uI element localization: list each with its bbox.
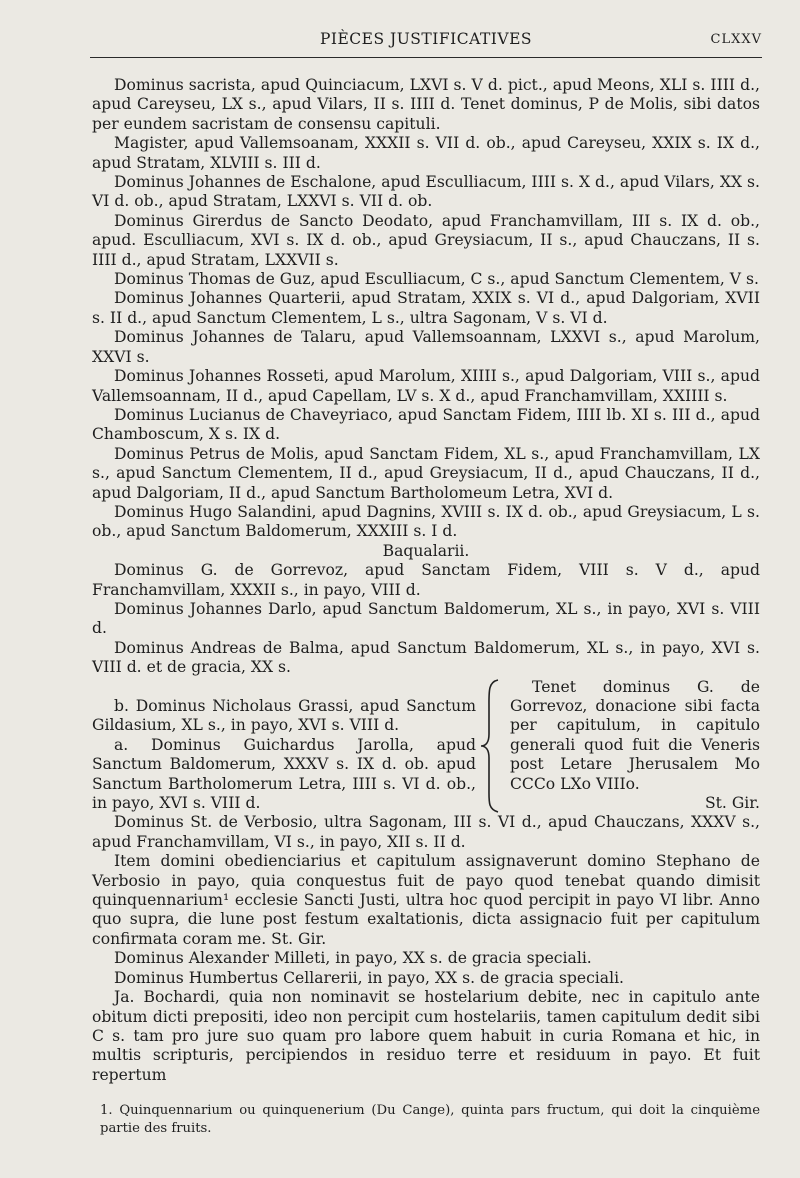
- running-header: [90, 26, 762, 52]
- page-number: CLXXV: [710, 32, 762, 47]
- paragraph: Dominus Andreas de Balma, apud Sanctum Baldomerum, XL s., in payo, XVI s. VIII d. et de gracia, XX s.: [92, 638, 760, 677]
- paragraph: Dominus Johannes de Eschalone, apud Esculliacum, IIII s. X d., apud Vilars, XX s. VI d. ob., apud Stratam, LXXVI s. VII d. ob.: [92, 173, 760, 211]
- paragraph: Dominus sacrista, apud Quinciacum, LXVI s. V d. pict., apud Meons, XLI s. IIII d., apud Careyseu, LX s., apud Vilars, II s. IIII d. Tenet dominus, P de Molis, sibi datos per eundem sacristam de consensu capituli.: [92, 76, 760, 133]
- footnote: 1. Quinquennarium ou quinquenerium (Du Cange), quinta pars fructum, qui doit la cinquième partie des fruits.: [100, 1103, 760, 1136]
- paragraph: Dominus Johannes Darlo, apud Sanctum Baldomerum, XL s., in payo, XVI s. VIII d.: [92, 599, 760, 638]
- paragraph: Dominus Lucianus de Chaveyriaco, apud Sanctam Fidem, IIII lb. XI s. III d., apud Chamboscum, X s. IX d.: [92, 405, 760, 444]
- paragraph: Dominus Girerdus de Sancto Deodato, apud Franchamvillam, III s. IX d. ob., apud. Esculliacum, XVI s. IX d. ob., apud Greysiacum, II s., apud Chauczans, II s. IIII d., apud Stratam, LXXVII s.: [92, 211, 760, 269]
- paragraph: Item domini obedienciarius et capitulum assignaverunt domino Stephano de Verbosio in payo, quia conquestus fuit de payo quod tenebat quando dimisit quinquennarium¹ ecclesie Sancti Justi, ultra hoc quod percipit in payo VI libr. Anno quo supra, die lune post festum exaltationis, dicta assignacio fuit per capitulum confirmata coram me. St. Gir.: [92, 852, 760, 948]
- paragraph: Dominus Thomas de Guz, apud Esculliacum, C s., apud Sanctum Clementem, V s.: [114, 270, 759, 289]
- header-rule: [90, 57, 762, 58]
- bracket-note: Tenet dominus G. de Gorrevoz, donacione sibi facta per capitulum, in capitulo generali quod fuit die Veneris post Letare Jherusalem Mo CCCo LXo VIIIo.: [510, 677, 760, 793]
- paragraph: a. Dominus Guichardus Jarolla, apud Sanctum Baldomerum, XXXV s. IX d. ob. apud Sanctum Bartholomerum Letra, IIII s. VI d. ob., in payo, XVI s. VIII d.: [92, 735, 476, 813]
- main-text: [92, 76, 760, 1085]
- signature: St. Gir.: [704, 794, 760, 813]
- paragraph: b. Dominus Nicholaus Grassi, apud Sanctum Gildasium, XL s., in payo, XVI s. VIII d.: [92, 696, 476, 735]
- paragraph: Dominus Johannes Rosseti, apud Marolum, XIIII s., apud Dalgoriam, VIII s., apud Vallemsoannam, II d., apud Capellam, LV s. X d., apud Franchamvillam, XXIIII s.: [92, 367, 760, 405]
- paragraph: Dominus Petrus de Molis, apud Sanctam Fidem, XL s., apud Franchamvillam, LX s., apud Sanctum Clementem, II d., apud Greysiacum, II d., apud Chauczans, II d., apud Dalgoriam, II d., apud Sanctum Bartholomeum Letra, XVI d.: [92, 444, 760, 502]
- bracket-left-column: [92, 678, 476, 814]
- paragraph: Dominus Johannes Quarterii, apud Stratam, XXIX s. VI d., apud Dalgoriam, XVII s. II d., apud Sanctum Clementem, L s., ultra Sagonam, V s. VI d.: [92, 289, 760, 327]
- paragraph: Dominus Hugo Salandini, apud Dagnins, XVIII s. IX d. ob., apud Greysiacum, L s. ob., apud Sanctum Baldomerum, XXXIII s. I d.: [92, 502, 760, 541]
- paragraph: Dominus St. de Verbosio, ultra Sagonam, III s. VI d., apud Chauczans, XXXV s., apud Franchamvillam, VI s., in payo, XII s. II d.: [92, 813, 760, 851]
- bracket-right-column: [510, 678, 760, 814]
- header-title: PIÈCES JUSTIFICATIVES: [319, 30, 533, 48]
- paragraph: Dominus G. de Gorrevoz, apud Sanctam Fidem, VIII s. V d., apud Franchamvillam, XXXII s., in payo, VIII d.: [92, 561, 760, 599]
- bracketed-entries: [92, 678, 760, 814]
- paragraph: Dominus Humbertus Cellarerii, in payo, XX s. de gracia speciali.: [114, 968, 625, 987]
- paragraph: Dominus Alexander Milleti, in payo, XX s. de gracia speciali.: [114, 949, 592, 968]
- paragraph: Magister, apud Vallemsoanam, XXXII s. VII d. ob., apud Careyseu, XXIX s. IX d., apud Stratam, XLVIII s. III d.: [92, 134, 760, 172]
- section-heading: Baqualarii.: [382, 541, 470, 560]
- paragraph: Ja. Bochardi, quia non nominavit se hostelarium debite, nec in capitulo ante obitum dicti prepositi, ideo non percipit cum hostelariis, tamen capitulum dedit sibi C s. tam pro jure suo quam pro labore quem habuit in curia Romana et hic, in multis scripturis, percipiendos in residuo terre et residuum in payo. Et fuit repertum: [92, 988, 760, 1084]
- paragraph: Dominus Johannes de Talaru, apud Vallemsoannam, LXXVI s., apud Marolum, XXVI s.: [92, 328, 760, 366]
- curly-brace-icon: [476, 678, 510, 814]
